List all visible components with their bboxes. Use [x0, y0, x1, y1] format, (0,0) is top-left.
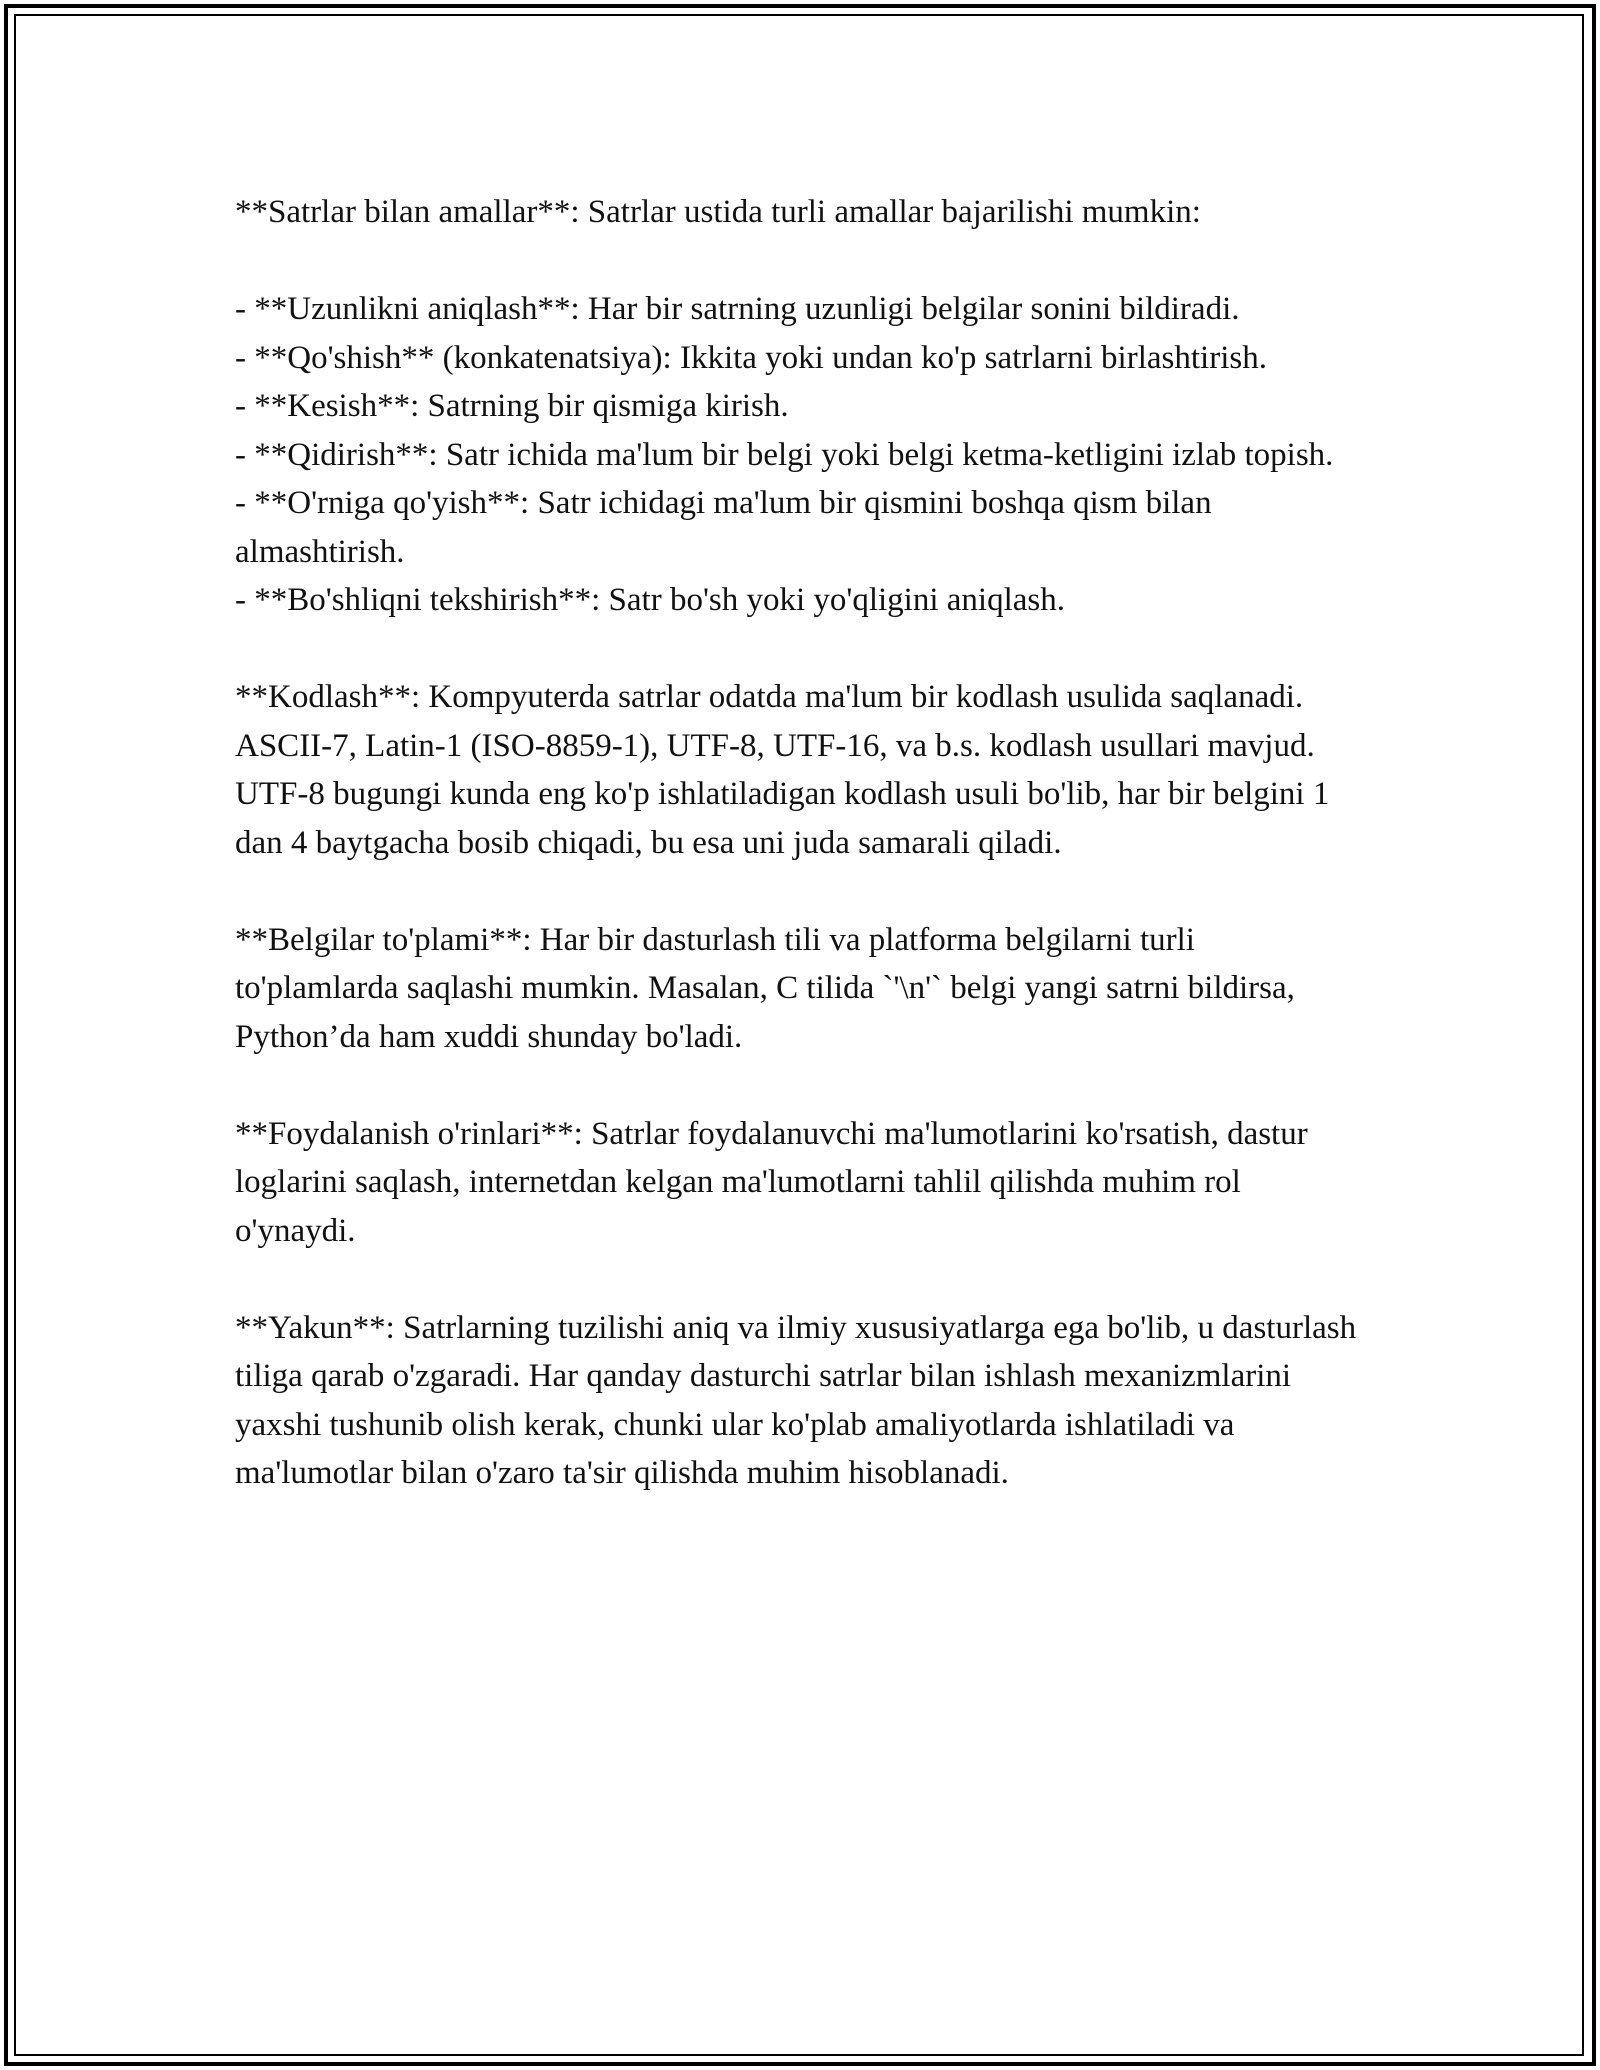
paragraph-encoding: **Kodlash**: Kompyuterda satrlar odatda ma'lum bir kodlash usulida saqlanadi. ASCII-7, Latin-1 (ISO-8859-1), UTF-8, UTF-16, va b.s. kodlash usullari mavjud. UTF-8 bugungi kunda eng ko'p ishlatiladigan kodlash usuli bo'lib, har bir belgini 1 dan 4 baytgacha bosib chiqadi, bu esa uni juda samarali qiladi. — [235, 679, 1330, 861]
list-item-replace: - **O'rniga qo'yish**: Satr ichidagi ma'lum bir qismini boshqa qism bilan almashtirish. — [235, 485, 1212, 570]
paragraph-usage: **Foydalanish o'rinlari**: Satrlar foydalanuvchi ma'lumotlarini ko'rsatish, dastur loglarini saqlash, internetdan kelgan ma'lumotlarni tahlil qilishda muhim rol o'ynaydi. — [235, 1115, 1308, 1249]
document-body — [235, 188, 1365, 1498]
list-item-slicing: - **Kesish**: Satrning bir qismiga kirish. — [235, 388, 789, 424]
paragraph-conclusion: **Yakun**: Satrlarning tuzilishi aniq va ilmiy xususiyatlarga ega bo'lib, u dasturlash tiliga qarab o'zgaradi. Har qanday dasturchi satrlar bilan ishlash mexanizmlarini yaxshi tushunib olish kerak, chunki ular ko'plab amaliyotlarda ishlatiladi va ma'lumotlar bilan o'zaro ta'sir qilishda muhim hisoblanadi. — [235, 1309, 1357, 1491]
list-item-length: - **Uzunlikni aniqlash**: Har bir satrning uzunligi belgilar sonini bildiradi. — [235, 291, 1240, 327]
paragraph-gap — [235, 1061, 1365, 1110]
list-item-search: - **Qidirish**: Satr ichida ma'lum bir belgi yoki belgi ketma-ketligini izlab topish. — [235, 436, 1334, 473]
list-item-concatenation: - **Qo'shish** (konkatenatsiya): Ikkita yoki undan ko'p satrlarni birlashtirish. — [235, 339, 1267, 376]
paragraph-gap — [235, 1255, 1365, 1304]
paragraph-character-sets: **Belgilar to'plami**: Har bir dasturlash tili va platforma belgilarni turli to'plamlarda saqlashi mumkin. Masalan, C tilida `'\n'` belgi yangi satrni bildirsa, Python’da ham xuddi shunday bo'ladi. — [235, 921, 1295, 1055]
paragraph-gap — [235, 867, 1365, 916]
paragraph-string-operations: **Satrlar bilan amallar**: Satrlar ustida turli amallar bajarilishi mumkin: — [235, 194, 1201, 230]
paragraph-gap — [235, 237, 1365, 286]
paragraph-gap — [235, 625, 1365, 674]
list-item-empty-check: - **Bo'shliqni tekshirish**: Satr bo'sh yoki yo'qligini aniqlash. — [235, 582, 1065, 618]
